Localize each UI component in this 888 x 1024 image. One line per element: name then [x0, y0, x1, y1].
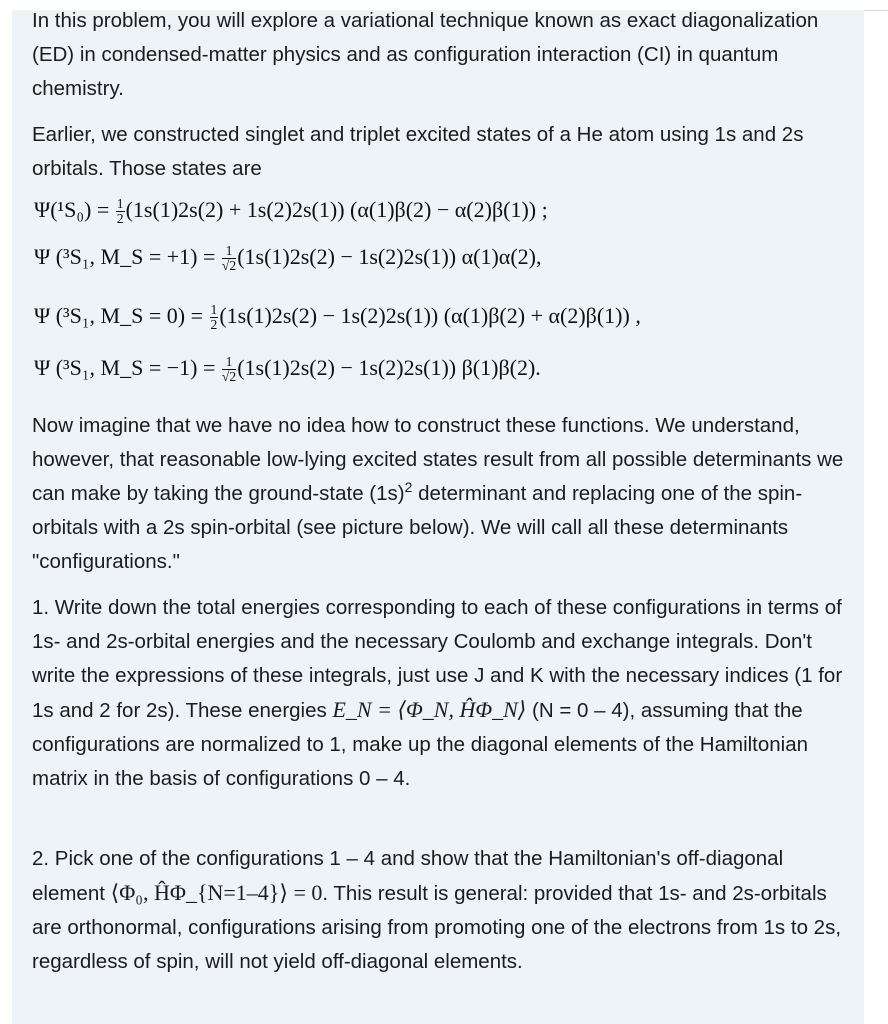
equation-triplet-plus1: [34, 244, 854, 274]
fraction-denominator: 2: [116, 211, 124, 227]
configurations-paragraph: [32, 409, 852, 579]
fraction-numerator: 1: [222, 355, 236, 370]
equation-triplet-minus1-lhs: Ψ (³S₁, M_S = −1) =: [34, 355, 221, 380]
question-1-text-a: 1. Write down the total energies corresponding to each of these configurations in terms of 1s- and 2s-orbital energies and the necessary Coulomb and exchange integrals. Don't write the expressions of these integrals, just use J and K with the necessary indices (1 for 1s and 2 for 2s). These energies: [32, 596, 843, 722]
question-2-paragraph: [32, 842, 852, 979]
energy-expression: E_N = ⟨Φ_N, ĤΦ_N⟩: [332, 697, 527, 722]
fraction-denominator: √2: [221, 369, 237, 385]
equation-triplet-plus1-lhs: Ψ (³S₁, M_S = +1) =: [34, 244, 221, 269]
intro-paragraph: In this problem, you will explore a variational technique known as exact diagonalization (ED) in condensed-matter physics and as configuration interaction (CI) in quantum chemistry.: [32, 9, 819, 100]
fraction-denominator: √2: [221, 258, 237, 274]
equation-singlet-fraction: [116, 197, 125, 227]
question-2-text-a: 2. Pick one of the configurations 1 – 4 and show that the Hamiltonian's off-diagonal element: [32, 847, 784, 905]
offdiagonal-expression: ⟨Φ₀, ĤΦ_{N=1–4}⟩ = 0: [110, 880, 323, 905]
equation-triplet-minus1-rhs: (1s(1)2s(2) − 1s(2)2s(1)) β(1)β(2).: [237, 355, 541, 380]
equation-singlet: [34, 197, 854, 227]
fraction-numerator: 1: [116, 196, 124, 212]
superscript-two: 2: [404, 479, 413, 496]
equation-triplet-zero-lhs: Ψ (³S₁, M_S = 0) =: [34, 303, 209, 328]
equation-triplet-zero-rhs: (1s(1)2s(2) − 1s(2)2s(1)) (α(1)β(2) + α(2)β(1)) ,: [219, 303, 641, 328]
fraction-denominator: 2: [210, 317, 218, 333]
states-intro-paragraph: Earlier, we constructed singlet and triplet excited states of a He atom using 1s and 2s orbitals. Those states are: [32, 123, 804, 180]
fraction-numerator: 1: [222, 244, 236, 259]
equation-singlet-lhs: Ψ(¹S₀) =: [34, 197, 115, 222]
equation-triplet-minus1: [34, 355, 854, 385]
equation-triplet-minus1-fraction: [222, 355, 236, 385]
equation-triplet-plus1-rhs: (1s(1)2s(2) − 1s(2)2s(1)) α(1)α(2),: [237, 244, 542, 269]
equation-triplet-zero-fraction: [210, 303, 219, 333]
configurations-text-b: determinant and replacing one of the spin-orbitals with a 2s spin-orbital (see picture below). We will call all these determinants "configurations.": [32, 482, 803, 573]
question-1-paragraph: [32, 591, 852, 796]
question-1-text-b: (N = 0 – 4), assuming that the configurations are normalized to 1, make up the diagonal elements of the Hamiltonian matrix in the basis of configurations 0 – 4.: [32, 699, 809, 790]
question-2-text-b: . This result is general: provided that 1s- and 2s-orbitals are orthonormal, configurations arising from promoting one of the electrons from 1s to 2s, regardless of spin, will not yield off-diagonal elements.: [32, 882, 842, 973]
equation-triplet-zero: [34, 303, 854, 333]
configurations-text-a: Now imagine that we have no idea how to construct these functions. We understand, however, that reasonable low-lying excited states result from all possible determinants we can make by taking the ground-state (1s): [32, 414, 844, 505]
fraction-numerator: 1: [210, 302, 218, 318]
equation-triplet-plus1-fraction: [222, 244, 236, 274]
equation-singlet-rhs: (1s(1)2s(2) + 1s(2)2s(1)) (α(1)β(2) − α(2)β(1)) ;: [125, 197, 548, 222]
